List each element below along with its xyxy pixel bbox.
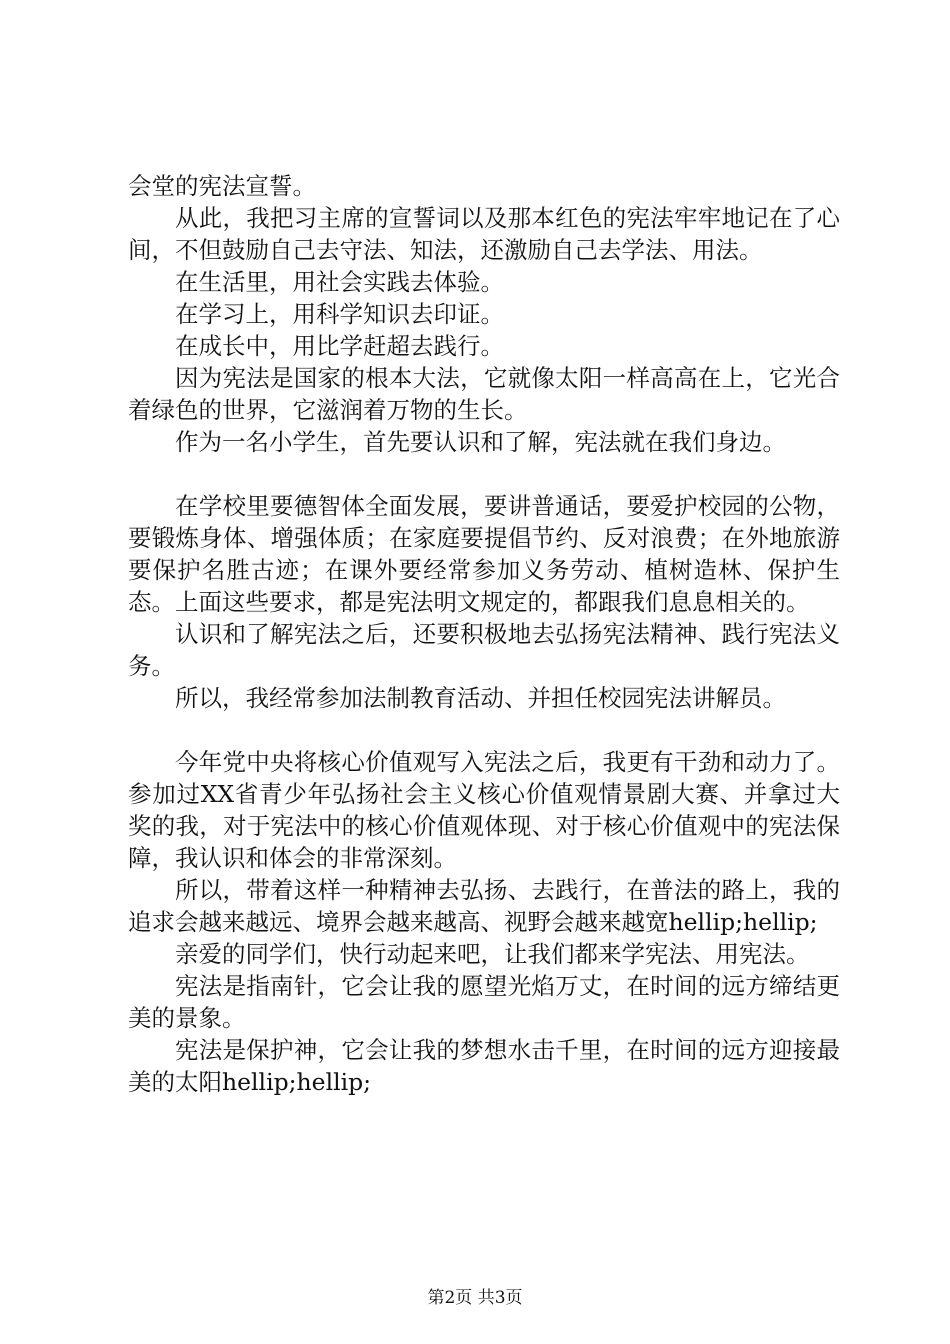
paragraph: 因为宪法是国家的根本大法，它就像太阳一样高高在上，它光合着绿色的世界，它滋润着万物的生长。 — [128, 364, 840, 424]
paragraph: 在成长中，用比学赶超去践行。 — [175, 332, 504, 360]
paragraph: 亲爱的同学们，快行动起来吧，让我们都来学宪法、用宪法。 — [175, 940, 810, 968]
paragraph: 在生活里，用社会实践去体验。 — [175, 268, 504, 296]
paragraph: 所以，我经常参加法制教育活动、并担任校园宪法讲解员。 — [175, 684, 786, 712]
paragraph: 在学校里要德智体全面发展，要讲普通话，要爱护校园的公物，要锻炼身体、增强体质；在家庭要提倡节约、反对浪费；在外地旅游要保护名胜古迹；在课外要经常参加义务劳动、植树造林、保护生态。上面这些要求，都是宪法明文规定的，都跟我们息息相关的。 — [128, 492, 840, 616]
page-number-footer: 第2页 共3页 — [427, 1288, 523, 1308]
paragraph: 宪法是保护神，它会让我的梦想水击千里，在时间的远方迎接最美的太阳hellip;hellip; — [128, 1036, 840, 1096]
paragraph: 作为一名小学生，首先要认识和了解，宪法就在我们身边。 — [175, 428, 786, 456]
paragraph: 从此，我把习主席的宣誓词以及那本红色的宪法牢牢地记在了心间，不但鼓励自己去守法、知法，还激励自己去学法、用法。 — [128, 204, 840, 264]
paragraph: 在学习上，用科学知识去印证。 — [175, 300, 504, 328]
document-body — [128, 170, 840, 1098]
paragraph: 今年党中央将核心价值观写入宪法之后，我更有干劲和动力了。参加过XX省青少年弘扬社会主义核心价值观情景剧大赛、并拿过大奖的我，对于宪法中的核心价值观体现、对于核心价值观中的宪法保障，我认识和体会的非常深刻。 — [128, 748, 840, 872]
paragraph: 认识和了解宪法之后，还要积极地去弘扬宪法精神、践行宪法义务。 — [128, 620, 840, 680]
paragraph: 宪法是指南针，它会让我的愿望光焰万丈，在时间的远方缔结更美的景象。 — [128, 972, 840, 1032]
paragraph: 所以，带着这样一种精神去弘扬、去践行，在普法的路上，我的追求会越来越远、境界会越来越高、视野会越来越宽hellip;hellip; — [128, 876, 840, 936]
paragraph: 会堂的宪法宣誓。 — [128, 172, 316, 200]
